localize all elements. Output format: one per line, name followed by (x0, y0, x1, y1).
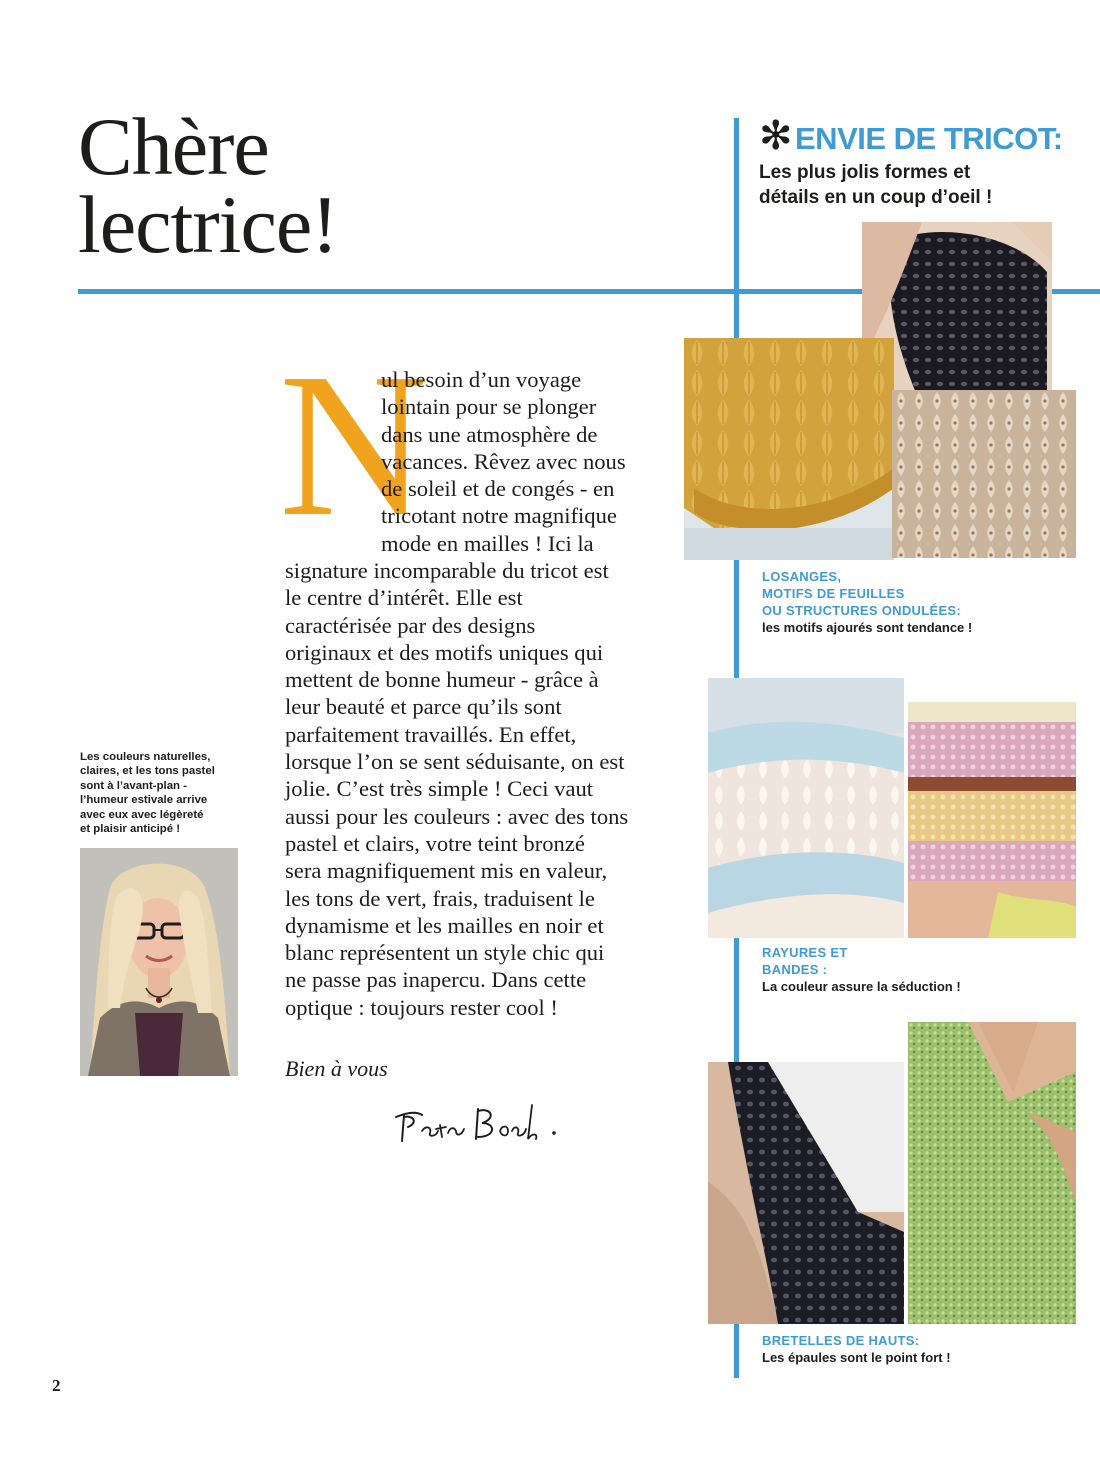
portrait-caption-line: et plaisir anticipé ! (80, 823, 181, 836)
letter-line: tricotant notre magnifique (381, 503, 617, 529)
letter-line: dynamisme et les mailles en noir et (285, 912, 604, 938)
letter-line: vacances. Rêvez avec nous (381, 448, 626, 474)
letter-line: signature incomparable du tricot est (285, 558, 609, 583)
page-title-line-2: lectrice! (78, 179, 338, 270)
letter-line: parfaitement travaillés. En effet, (285, 721, 577, 747)
photo-striped-knit-top (908, 702, 1076, 938)
portrait-caption-line: avec eux avec légèreté (80, 808, 204, 821)
letter-line: mettent de bonne humeur - grâce à (285, 667, 599, 693)
page-title (78, 101, 338, 270)
letter-line: mode en mailles ! Ici la (381, 530, 594, 556)
editor-portrait-photo (80, 848, 238, 1076)
caption-title-line: OU STRUCTURES ONDULÉES: (762, 603, 962, 618)
caption-stripes (762, 944, 1062, 995)
letter-line: blanc représentent un style chic qui (285, 940, 605, 966)
caption-text: Les épaules sont le point fort ! (762, 1350, 951, 1365)
sidebar-title: ENVIE DE TRICOT: (795, 121, 1063, 156)
caption-openwork (762, 568, 1062, 636)
sidebar-subtitle (759, 160, 1079, 210)
signature-image (392, 1095, 572, 1155)
letter-line: pastel et clairs, votre teint bronzé (285, 830, 585, 856)
letter-line: caractérisée par des designs (285, 612, 536, 638)
letter-line: leur beauté et parce qu’ils sont (285, 694, 562, 720)
letter-closing: Bien à vous (285, 1056, 388, 1081)
letter-line: ul besoin d’un voyage (381, 367, 582, 392)
photo-mustard-leaf-knit (684, 338, 894, 560)
letter-body (285, 557, 695, 1021)
portrait-caption-line: claires, et les tons pastel (80, 765, 215, 778)
letter-line: lointain pour se plonger (381, 394, 597, 420)
portrait-caption-line: sont à l’avant-plan - (80, 779, 187, 792)
photo-green-halter-top (908, 1022, 1076, 1324)
page-number: 2 (52, 1376, 61, 1395)
caption-text: La couleur assure la séduction ! (762, 979, 961, 994)
page-title-line-1: Chère (78, 101, 269, 192)
caption-text: les motifs ajourés sont tendance ! (762, 620, 973, 635)
caption-title-line: BANDES : (762, 962, 828, 977)
caption-title-line: BRETELLES DE HAUTS: (762, 1333, 920, 1348)
caption-title-line: RAYURES ET (762, 945, 848, 960)
sidebar-subtitle-line: Les plus jolis formes et (759, 162, 971, 183)
letter-line: aussi pour les couleurs : avec des tons (285, 803, 629, 829)
photo-beige-lace-knit (892, 390, 1076, 558)
letter-line: sera magnifiquement mis en valeur, (285, 858, 608, 884)
drop-cap: N (279, 330, 428, 559)
letter-line: ne passe pas inapercu. Dans cette (285, 967, 587, 993)
portrait-caption (80, 750, 250, 836)
portrait-caption-line: l’humeur estivale arrive (80, 794, 208, 807)
photo-pastel-wave-sweater (708, 678, 904, 938)
asterisk-icon: ✻ (759, 113, 793, 159)
photo-black-mesh-strap (708, 1062, 904, 1324)
letter-line: optique : toujours rester cool ! (285, 994, 558, 1020)
letter-line: jolie. C’est très simple ! Ceci vaut (285, 776, 594, 802)
letter-line: les tons de vert, frais, traduisent le (285, 885, 595, 911)
letter-line: le centre d’intérêt. Elle est (285, 585, 523, 611)
letter-body-indented (381, 366, 681, 557)
letter-line: de soleil et de congés - en (381, 476, 615, 502)
caption-title-line: MOTIFS DE FEUILLES (762, 586, 905, 601)
letter-line: originaux et des motifs uniques qui (285, 639, 604, 665)
caption-title-line: LOSANGES, (762, 569, 842, 584)
letter-line: dans une atmosphère de (381, 421, 598, 447)
caption-straps (762, 1332, 1062, 1366)
portrait-caption-line: Les couleurs naturelles, (80, 751, 211, 763)
sidebar-subtitle-line: détails en un coup d’oeil ! (759, 187, 993, 208)
letter-line: lorsque l’on se sent séduisante, on est (285, 749, 625, 775)
